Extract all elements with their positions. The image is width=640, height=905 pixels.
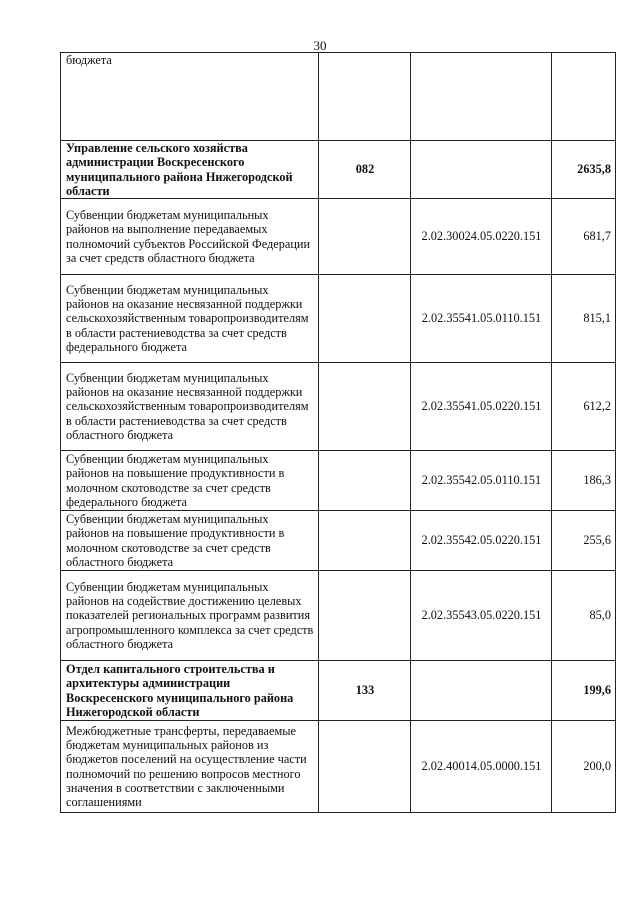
table-row-organization bbox=[61, 141, 616, 199]
row-budget-code: 2.02.35543.05.0220.151 bbox=[411, 571, 552, 661]
budget-table bbox=[60, 52, 616, 813]
row-budget-code: 2.02.35542.05.0220.151 bbox=[411, 511, 552, 571]
row-amount: 186,3 bbox=[552, 451, 616, 511]
row-budget-code: 2.02.35541.05.0110.151 bbox=[411, 275, 552, 363]
row-amount bbox=[552, 53, 616, 141]
row-amount: 255,6 bbox=[552, 511, 616, 571]
row-admin-code bbox=[319, 53, 411, 141]
row-amount: 681,7 bbox=[552, 199, 616, 275]
row-admin-code bbox=[319, 199, 411, 275]
row-name: Субвенции бюджетам муниципальных районов на оказание несвязанной поддержки сельскохозяйственным товаропроизводителям в области растениеводства за счет средств федерального бюджета bbox=[61, 275, 319, 363]
row-name: Управление сельского хозяйства администрации Воскресенского муниципального района Нижегородской области bbox=[61, 141, 319, 199]
row-name: Субвенции бюджетам муниципальных районов на повышение продуктивности в молочном скотоводстве за счет средств областного бюджета bbox=[61, 511, 319, 571]
row-amount: 815,1 bbox=[552, 275, 616, 363]
row-amount: 199,6 bbox=[552, 661, 616, 721]
table-row bbox=[61, 275, 616, 363]
row-amount: 85,0 bbox=[552, 571, 616, 661]
row-admin-code bbox=[319, 721, 411, 813]
row-budget-code: 2.02.35541.05.0220.151 bbox=[411, 363, 552, 451]
row-name: Межбюджетные трансферты, передаваемые бюджетам муниципальных районов из бюджетов поселений на осуществление части полномочий по решению вопросов местного значения в соответствии с заключенными соглашениями bbox=[61, 721, 319, 813]
row-amount: 612,2 bbox=[552, 363, 616, 451]
row-budget-code: 2.02.30024.05.0220.151 bbox=[411, 199, 552, 275]
table-row bbox=[61, 511, 616, 571]
row-admin-code bbox=[319, 451, 411, 511]
row-admin-code bbox=[319, 511, 411, 571]
table-row-organization bbox=[61, 661, 616, 721]
row-name: Субвенции бюджетам муниципальных районов на содействие достижению целевых показателей региональных программ развития агропромышленного комплекса за счет средств областного бюджета bbox=[61, 571, 319, 661]
row-admin-code: 082 bbox=[319, 141, 411, 199]
row-amount: 200,0 bbox=[552, 721, 616, 813]
table-row bbox=[61, 363, 616, 451]
table-row bbox=[61, 571, 616, 661]
table-row bbox=[61, 53, 616, 141]
table-row bbox=[61, 451, 616, 511]
row-admin-code bbox=[319, 363, 411, 451]
row-budget-code: 2.02.35542.05.0110.151 bbox=[411, 451, 552, 511]
row-admin-code bbox=[319, 571, 411, 661]
row-amount: 2635,8 bbox=[552, 141, 616, 199]
row-budget-code: 2.02.40014.05.0000.151 bbox=[411, 721, 552, 813]
page-number: 30 bbox=[313, 38, 327, 53]
row-name: бюджета bbox=[61, 53, 319, 141]
row-budget-code bbox=[411, 53, 552, 141]
row-name: Субвенции бюджетам муниципальных районов на выполнение передаваемых полномочий субъектов Российской Федерации за счет средств областного бюджета bbox=[61, 199, 319, 275]
table-row bbox=[61, 721, 616, 813]
row-admin-code bbox=[319, 275, 411, 363]
row-name: Субвенции бюджетам муниципальных районов на повышение продуктивности в молочном скотоводстве за счет средств федерального бюджета bbox=[61, 451, 319, 511]
row-admin-code: 133 bbox=[319, 661, 411, 721]
row-name: Субвенции бюджетам муниципальных районов на оказание несвязанной поддержки сельскохозяйственным товаропроизводителям в области растениеводства за счет средств областного бюджета bbox=[61, 363, 319, 451]
row-name: Отдел капитального строительства и архитектуры администрации Воскресенского муниципального района Нижегородской области bbox=[61, 661, 319, 721]
row-budget-code bbox=[411, 141, 552, 199]
row-budget-code bbox=[411, 661, 552, 721]
table-row bbox=[61, 199, 616, 275]
